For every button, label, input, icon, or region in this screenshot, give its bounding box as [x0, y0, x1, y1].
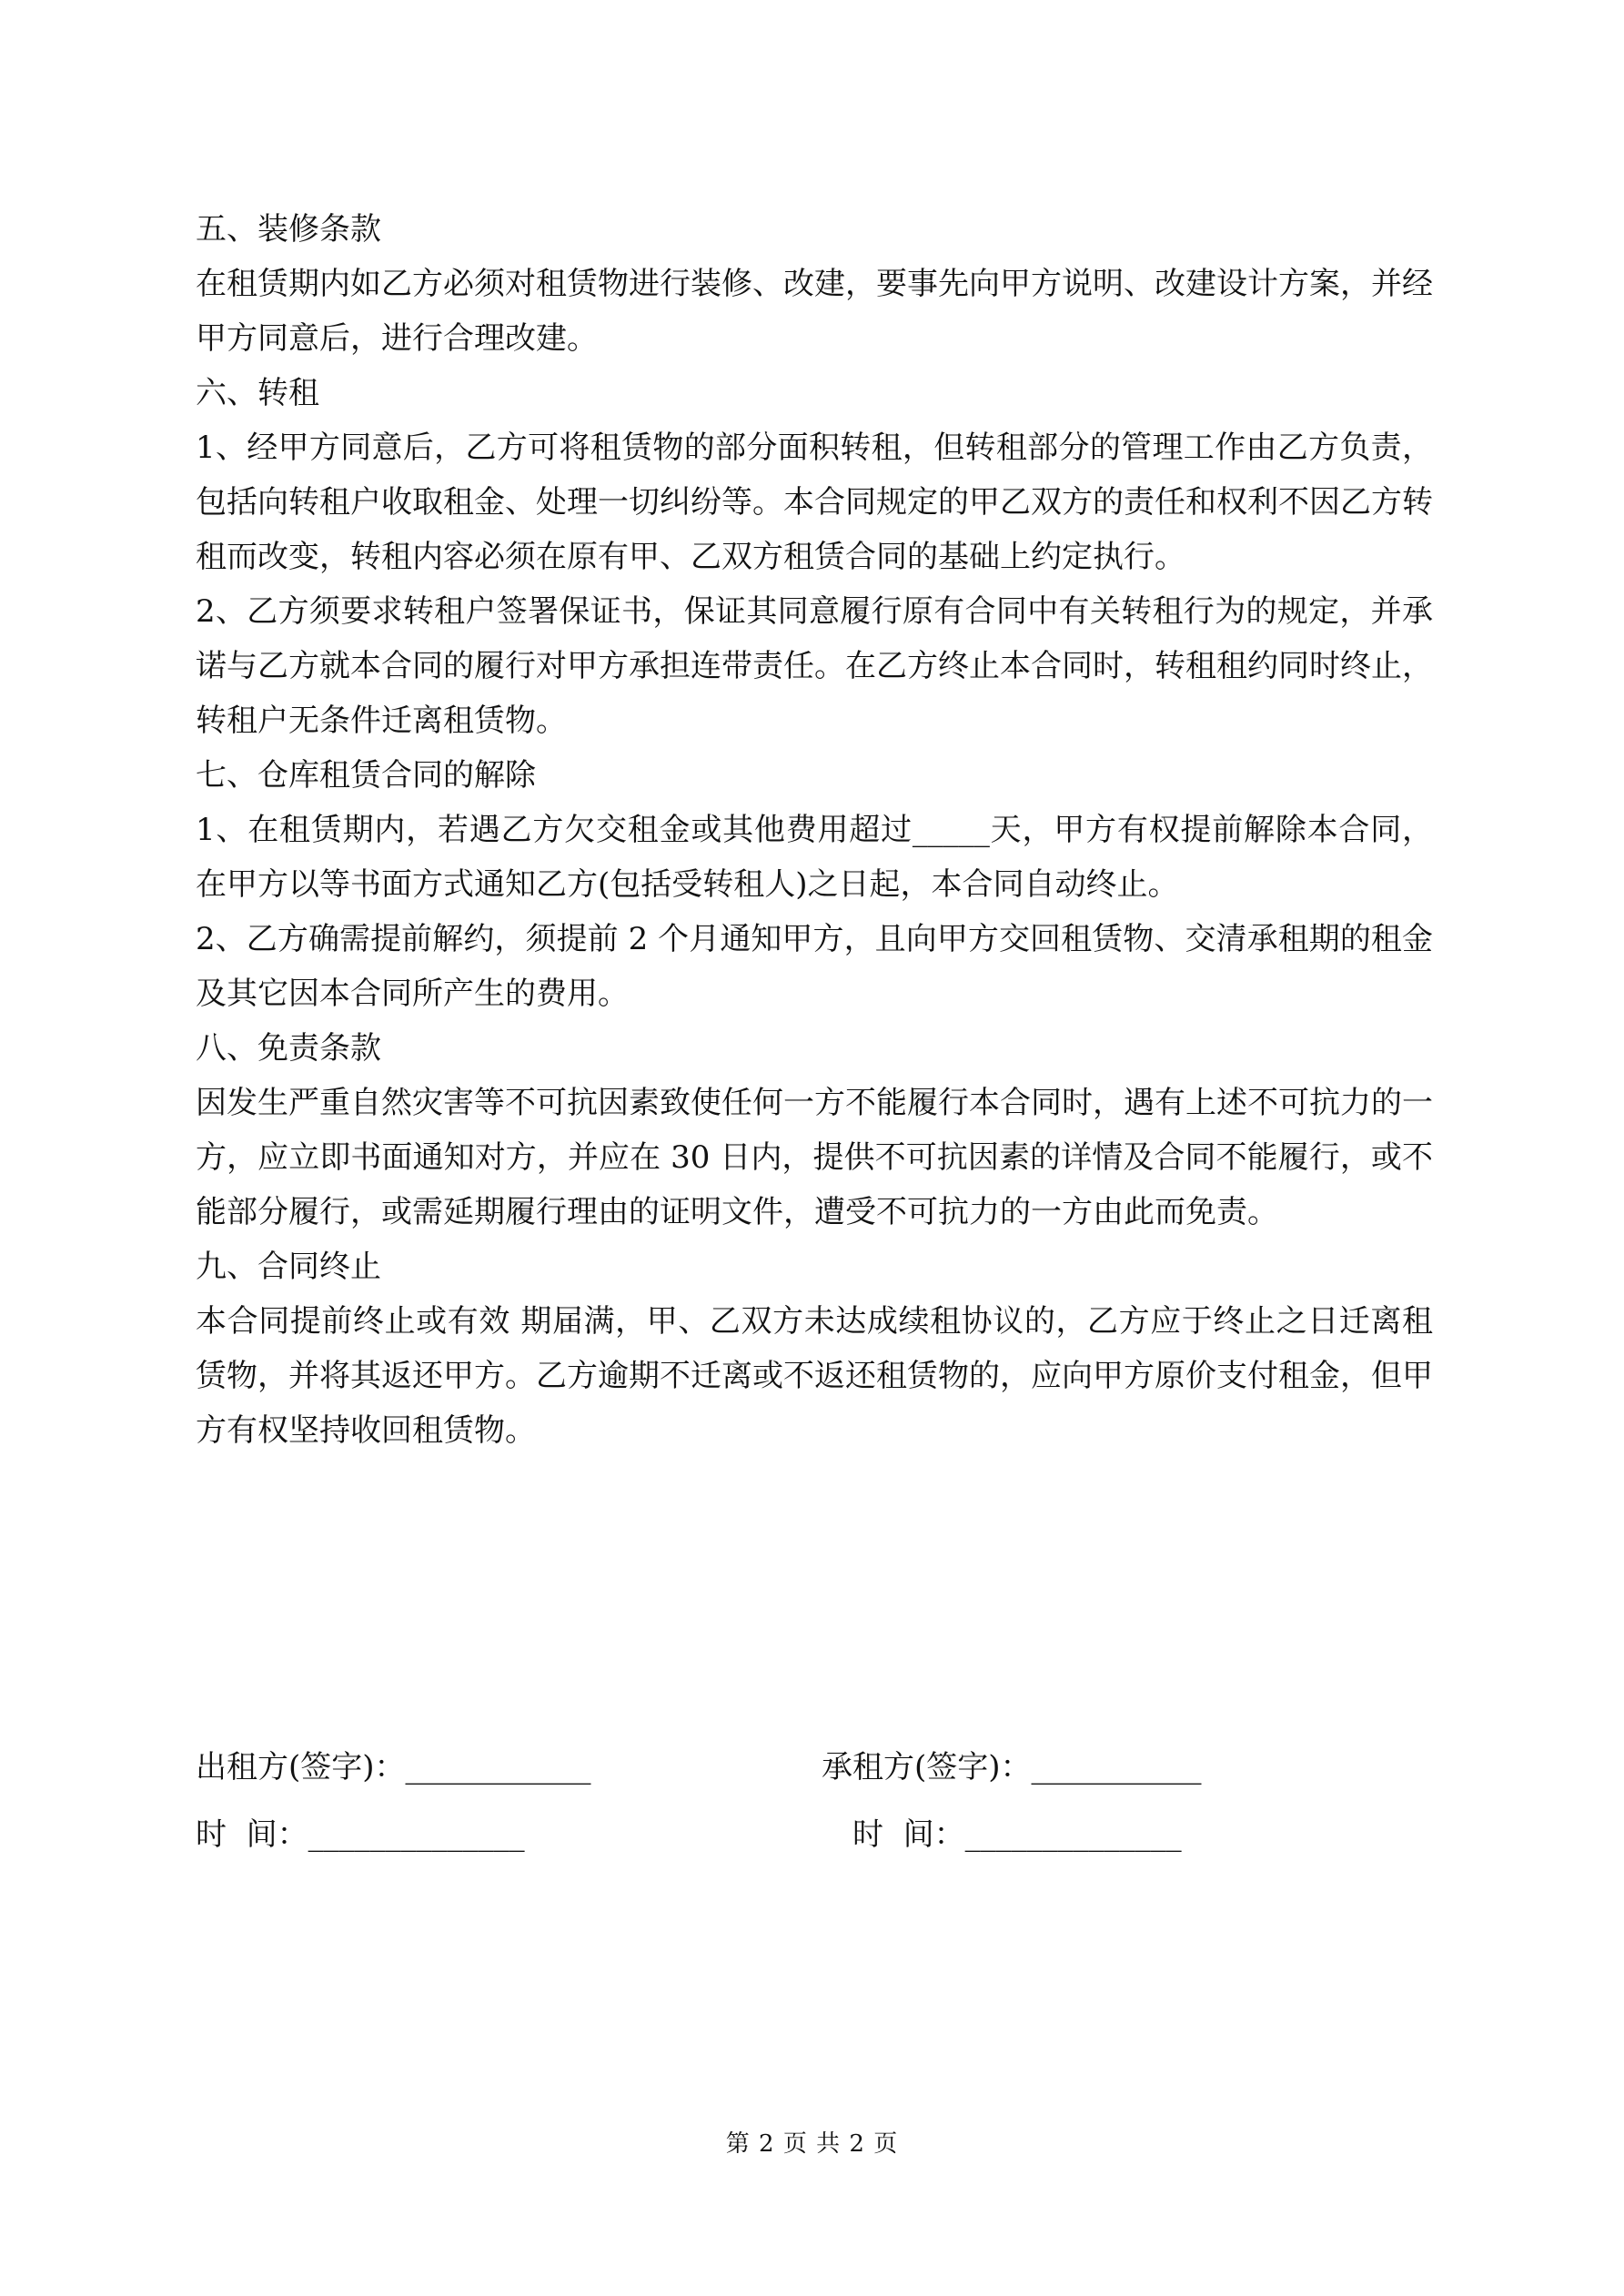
date-row [196, 1807, 1433, 1862]
section-paragraph: 因发生严重自然灾害等不可抗因素致使任何一方不能履行本合同时，遇有上述不可抗力的一方，应立即书面通知对方，并应在 30 日内，提供不可抗因素的详情及合同不能履行，或不能部分履行，或需延期履行理由的证明文件，遭受不可抗力的一方由此而免责。 [196, 1085, 1433, 1230]
section-paragraph: 2、乙方确需提前解约，须提前 2 个月通知甲方，且向甲方交回租赁物、交清承租期的租金及其它因本合同所产生的费用。 [196, 921, 1433, 1012]
section-paragraph: 本合同提前终止或有效 期届满，甲、乙双方未达成续租协议的，乙方应于终止之日迁离租赁物，并将其返还甲方。乙方逾期不迁离或不返还租赁物的，应向甲方原价支付租金，但甲方有权坚持收回租赁物。 [196, 1303, 1433, 1449]
section-heading-decoration: 五、装修条款 [196, 211, 381, 248]
lessee-signature: 承租方(签字)：___________ [822, 1749, 1202, 1785]
section-heading-contract-end: 九、合同终止 [196, 1249, 381, 1285]
lessor-date: 时 间：______________ [196, 1816, 525, 1853]
section-heading-termination: 七、仓库租赁合同的解除 [196, 757, 536, 794]
section-heading-exemption: 八、免责条款 [196, 1030, 381, 1067]
section-paragraph: 1、在租赁期内，若遇乙方欠交租金或其他费用超过_____天，甲方有权提前解除本合同，在甲方以等书面方式通知乙方(包括受转租人)之日起，本合同自动终止。 [196, 812, 1433, 903]
section-paragraph: 1、经甲方同意后，乙方可将租赁物的部分面积转租，但转租部分的管理工作由乙方负责，包括向转租户收取租金、处理一切纠纷等。本合同规定的甲乙双方的责任和权利不因乙方转租而改变，转租内容必须在原有甲、乙双方租赁合同的基础上约定执行。 [196, 430, 1433, 575]
lessor-signature: 出租方(签字)：____________ [196, 1749, 591, 1785]
page-number: 第 2 页 共 2 页 [725, 2130, 899, 2158]
lessee-date: 时 间：______________ [852, 1816, 1182, 1853]
section-heading-sublease: 六、转租 [196, 375, 319, 411]
signature-row [196, 1740, 1433, 1795]
section-paragraph: 在租赁期内如乙方必须对租赁物进行装修、改建，要事先向甲方说明、改建设计方案，并经甲方同意后，进行合理改建。 [196, 266, 1433, 357]
contract-body [196, 202, 1433, 1458]
section-paragraph: 2、乙方须要求转租户签署保证书，保证其同意履行原有合同中有关转租行为的规定，并承诺与乙方就本合同的履行对甲方承担连带责任。在乙方终止本合同时，转租租约同时终止，转租户无条件迁离租赁物。 [196, 593, 1433, 739]
